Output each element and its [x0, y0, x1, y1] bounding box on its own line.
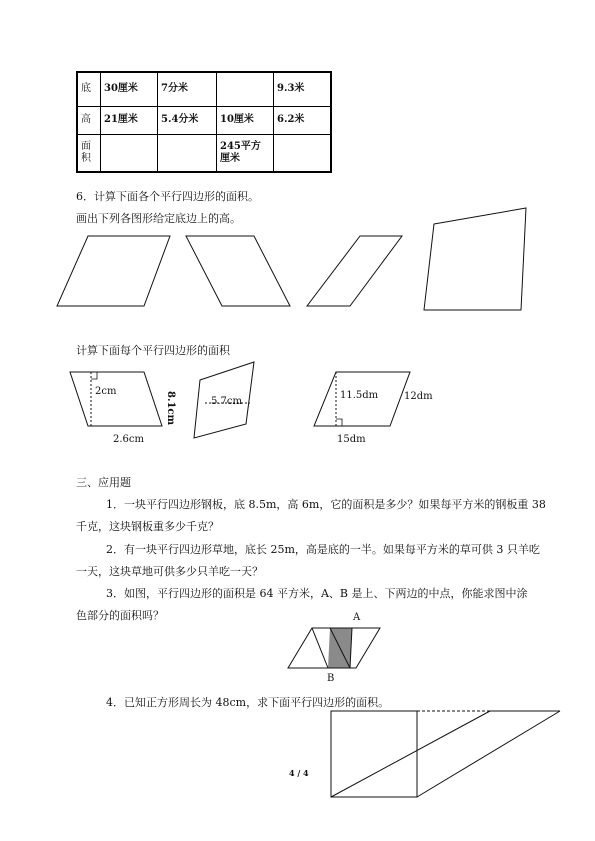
problem-4: 4．已知正方形周长为 48cm，求下面平行四边形的面积。 — [106, 696, 390, 709]
fig1-base-label: 2.6cm — [113, 434, 144, 445]
problem-1-line-1: 1．一块平行四边形钢板，底 8.5m，高 6m，它的面积是多少？如果每平方米的钢板重 38 — [106, 498, 546, 511]
table-cell: 9.3米 — [274, 72, 332, 106]
parallelogram-diagonal-right — [417, 711, 560, 797]
table-cell: 30厘米 — [101, 72, 158, 106]
segment-a-b-left — [312, 628, 328, 668]
right-angle-mark — [336, 419, 342, 426]
q6-subtitle: 画出下列各图形给定底边上的高。 — [76, 212, 241, 225]
square — [331, 711, 417, 797]
section-heading: 三、应用题 — [76, 476, 131, 489]
problem-3-line-1: 3．如图，平行四边形的面积是 64 平方米，A、B 是上、下两边的中点，你能求图中涂 — [106, 587, 528, 600]
parallelogram-1 — [57, 236, 170, 306]
fig2-base-label: 5.7cm — [211, 396, 242, 407]
parallelogram-diagonal-left — [331, 711, 490, 797]
problem-1-line-2: 千克，这块钢板重多少千克？ — [76, 520, 219, 533]
fig3-side-label: 12dm — [404, 391, 433, 402]
fig3-base-label: 15dm — [337, 434, 366, 445]
fig2-height-label: 8.1cm — [165, 391, 176, 426]
calc-title: 计算下面每个平行四边形的面积 — [76, 344, 230, 357]
problem-2-line-1: 2．有一块平行四边形草地，底长 25m，高是底的一半。如果每平方米的草可供 3 只羊吃 — [106, 543, 540, 556]
table-cell: 245平方厘米 — [217, 134, 274, 172]
table-cell: 6.2米 — [274, 106, 332, 134]
page-number: 4 / 4 — [289, 768, 309, 778]
table-cell: 面积 — [77, 134, 101, 172]
table-cell: 底 — [77, 72, 101, 106]
point-b-label: B — [327, 673, 335, 684]
problem-2-line-2: 一天，这块草地可供多少只羊吃一天？ — [76, 565, 263, 578]
table-cell: 高 — [77, 106, 101, 134]
table-cell: 7分米 — [158, 72, 217, 106]
calc-parallelogram-1 — [70, 372, 162, 426]
point-a-label: A — [353, 612, 361, 623]
parallelogram-3 — [307, 236, 402, 306]
problem-3-line-2: 色部分的面积吗？ — [76, 609, 164, 622]
q6-title: 6．计算下面各个平行四边形的面积。 — [76, 190, 259, 203]
parallelogram-2 — [186, 236, 290, 306]
table-cell: 21厘米 — [101, 106, 158, 134]
parallelogram-4 — [424, 208, 526, 310]
fig1-height-label: 2cm — [95, 386, 117, 397]
right-angle-mark — [91, 372, 97, 379]
fig3-height-label: 11.5dm — [340, 390, 379, 401]
table-cell: 10厘米 — [217, 106, 274, 134]
table-cell: 5.4分米 — [158, 106, 217, 134]
